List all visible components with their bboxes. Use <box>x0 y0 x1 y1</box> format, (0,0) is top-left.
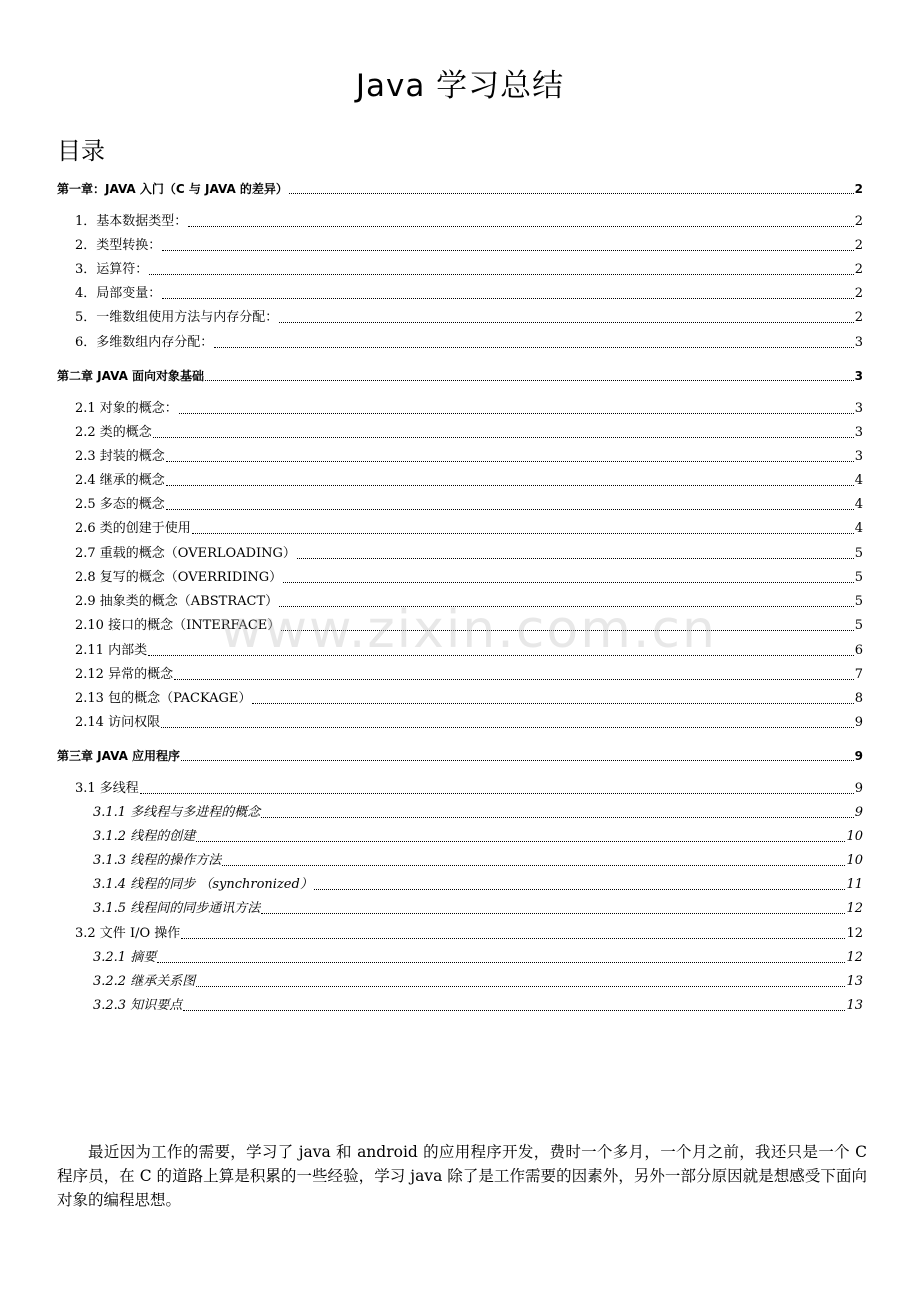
toc-leader-dots <box>252 702 853 704</box>
toc-entry[interactable] <box>57 746 863 766</box>
toc-entry[interactable] <box>93 996 863 1016</box>
toc-entry-label: 3.1.2 线程的创建 <box>93 829 196 844</box>
toc-entry-page-number: 9 <box>854 781 863 796</box>
toc-entry[interactable] <box>75 616 863 636</box>
toc-entry-label: 5．一维数组使用方法与内存分配： <box>75 310 279 325</box>
toc-leader-dots <box>166 460 854 462</box>
toc-entry[interactable] <box>93 899 863 919</box>
toc-leader-dots <box>196 840 845 842</box>
toc-entry[interactable] <box>75 592 863 612</box>
toc-entry[interactable] <box>75 447 863 467</box>
toc-entry-label: 2.8 复写的概念（OVERRIDING） <box>75 570 283 585</box>
toc-entry-label: 第一章：JAVA 入门（C 与 JAVA 的差异） <box>57 182 288 196</box>
toc-entry-label: 3.1.4 线程的同步 （synchronized） <box>93 877 313 892</box>
toc-entry[interactable] <box>75 519 863 539</box>
toc-entry[interactable] <box>93 972 863 992</box>
toc-leader-dots <box>261 816 854 818</box>
toc-entry-page-number: 3 <box>854 335 863 350</box>
toc-entry-page-number: 8 <box>854 691 863 706</box>
toc-entry[interactable] <box>75 495 863 515</box>
toc-leader-dots <box>205 379 854 381</box>
toc-entry-label: 3.2.3 知识要点 <box>93 998 183 1013</box>
toc-entry[interactable] <box>93 851 863 871</box>
toc-entry-label: 2.6 类的创建于使用 <box>75 521 191 536</box>
toc-entry[interactable] <box>57 179 863 199</box>
toc-entry[interactable] <box>75 689 863 709</box>
toc-entry[interactable] <box>93 803 863 823</box>
toc-leader-dots <box>179 412 854 414</box>
toc-entry-page-number: 4 <box>854 497 863 512</box>
toc-entry-page-number: 13 <box>846 998 863 1013</box>
toc-leader-dots <box>149 273 853 275</box>
toc-entry-page-number: 7 <box>854 667 863 682</box>
toc-leader-dots <box>281 629 853 631</box>
toc-entry-page-number: 5 <box>854 594 863 609</box>
toc-entry[interactable] <box>75 665 863 685</box>
toc-entry[interactable] <box>75 308 863 328</box>
toc-entry-label: 3.2.2 继承关系图 <box>93 974 196 989</box>
toc-entry-page-number: 4 <box>854 473 863 488</box>
toc-leader-dots <box>166 508 854 510</box>
toc-leader-dots <box>162 297 853 299</box>
toc-entry-page-number: 13 <box>846 974 863 989</box>
toc-entry-page-number: 12 <box>846 950 863 965</box>
toc-entry-label: 2.1 对象的概念： <box>75 401 178 416</box>
toc-entry-page-number: 9 <box>854 805 863 820</box>
toc-entry-page-number: 10 <box>846 853 863 868</box>
document-title: Java 学习总结 <box>355 68 565 104</box>
toc-entry-label: 2.7 重载的概念（OVERLOADING） <box>75 546 296 561</box>
toc-leader-dots <box>196 985 845 987</box>
toc-entry-label: 2.9 抽象类的概念（ABSTRACT） <box>75 594 279 609</box>
toc-entry-page-number: 11 <box>846 877 863 892</box>
toc-leader-dots <box>174 678 854 680</box>
toc-leader-dots <box>181 937 845 939</box>
toc-entry-label: 2.3 封装的概念 <box>75 449 165 464</box>
toc-leader-dots <box>279 605 854 607</box>
toc-entry[interactable] <box>75 423 863 443</box>
toc-leader-dots <box>162 249 853 251</box>
toc-entry[interactable] <box>75 399 863 419</box>
toc-leader-dots <box>183 1009 845 1011</box>
toc-entry-page-number: 4 <box>854 521 863 536</box>
toc-entry-page-number: 9 <box>854 715 863 730</box>
toc-entry-label: 2．类型转换： <box>75 238 162 253</box>
toc-leader-dots <box>153 436 854 438</box>
toc-leader-dots <box>279 321 853 323</box>
toc-entry-label: 2.4 继承的概念 <box>75 473 165 488</box>
toc-entry[interactable] <box>75 333 863 353</box>
toc-entry-page-number: 3 <box>854 425 863 440</box>
toc-entry-label: 3.1.3 线程的操作方法 <box>93 853 222 868</box>
toc-entry-label: 2.11 内部类 <box>75 643 148 658</box>
toc-entry-page-number: 2 <box>854 310 863 325</box>
toc-entry-label: 2.14 访问权限 <box>75 715 161 730</box>
toc-entry[interactable] <box>93 948 863 968</box>
toc-entry-label: 3.1.5 线程间的同步通讯方法 <box>93 901 261 916</box>
toc-entry-label: 3.1 多线程 <box>75 781 139 796</box>
toc-entry[interactable] <box>75 544 863 564</box>
toc-entry[interactable] <box>75 779 863 799</box>
toc-entry-page-number: 12 <box>846 901 863 916</box>
toc-entry[interactable] <box>93 827 863 847</box>
toc-leader-dots <box>314 888 846 890</box>
toc-entry[interactable] <box>75 568 863 588</box>
toc-leader-dots <box>148 654 854 656</box>
toc-entry[interactable] <box>75 260 863 280</box>
toc-entry-page-number: 2 <box>854 214 863 229</box>
toc-heading: 目录 <box>57 137 105 165</box>
toc-entry[interactable] <box>75 284 863 304</box>
toc-entry[interactable] <box>75 924 863 944</box>
toc-leader-dots <box>261 912 845 914</box>
toc-entry-label: 3.2 文件 I/O 操作 <box>75 926 181 941</box>
toc-entry[interactable] <box>75 641 863 661</box>
toc-leader-dots <box>181 759 854 761</box>
toc-entry-label: 3．运算符： <box>75 262 149 277</box>
toc-entry[interactable] <box>75 713 863 733</box>
toc-leader-dots <box>188 225 853 227</box>
toc-entry-label: 2.12 异常的概念 <box>75 667 174 682</box>
toc-leader-dots <box>140 792 854 794</box>
toc-entry[interactable] <box>93 875 863 895</box>
toc-leader-dots <box>157 961 845 963</box>
toc-leader-dots <box>297 557 854 559</box>
toc-entry-label: 第三章 JAVA 应用程序 <box>57 749 181 763</box>
toc-leader-dots <box>222 864 845 866</box>
body-paragraph: 最近因为工作的需要，学习了 java 和 android 的应用程序开发，费时一个多月，一个月之前，我还只是一个 C 程序员，在 C 的道路上算是积累的一些经验，学习 java 除了是工作需要的因素外，另外一部分原因就是想感受下面向对象的编程思想。 <box>57 1143 867 1209</box>
toc-leader-dots <box>214 346 853 348</box>
toc-entry-page-number: 12 <box>846 926 863 941</box>
toc-entry-label: 2.2 类的概念 <box>75 425 152 440</box>
toc-leader-dots <box>166 484 854 486</box>
toc-entry-page-number: 10 <box>846 829 863 844</box>
toc-entry-label: 2.13 包的概念（PACKAGE） <box>75 691 252 706</box>
toc-entry[interactable] <box>57 366 863 386</box>
toc-entry-page-number: 5 <box>854 618 863 633</box>
toc-entry-label: 2.10 接口的概念（INTERFACE） <box>75 618 281 633</box>
toc-entry[interactable] <box>75 236 863 256</box>
toc-entry[interactable] <box>75 212 863 232</box>
toc-entry-page-number: 6 <box>854 643 863 658</box>
toc-entry-page-number: 3 <box>854 449 863 464</box>
toc-entry-page-number: 5 <box>854 546 863 561</box>
toc-entry-label: 6．多维数组内存分配： <box>75 335 214 350</box>
toc-leader-dots <box>192 532 854 534</box>
toc-entry-label: 1．基本数据类型： <box>75 214 188 229</box>
toc-entry-page-number: 2 <box>854 262 863 277</box>
watermark: www.zixin.com.cn <box>220 600 717 660</box>
toc-entry-page-number: 3 <box>854 401 863 416</box>
toc-entry-page-number: 2 <box>854 286 863 301</box>
toc-entry-page-number: 3 <box>854 369 863 383</box>
toc-entry-page-number: 2 <box>854 238 863 253</box>
toc-entry-label: 2.5 多态的概念 <box>75 497 165 512</box>
toc-entry-label: 4．局部变量： <box>75 286 162 301</box>
toc-entry-page-number: 5 <box>854 570 863 585</box>
toc-entry-label: 3.2.1 摘要 <box>93 950 157 965</box>
toc-entry-page-number: 9 <box>854 749 863 763</box>
toc-entry-label: 3.1.1 多线程与多进程的概念 <box>93 805 261 820</box>
toc-leader-dots <box>283 581 854 583</box>
toc-entry-page-number: 2 <box>854 182 863 196</box>
toc-entry-label: 第二章 JAVA 面向对象基础 <box>57 369 205 383</box>
toc-entry[interactable] <box>75 471 863 491</box>
toc-leader-dots <box>289 192 854 194</box>
toc-leader-dots <box>161 726 854 728</box>
